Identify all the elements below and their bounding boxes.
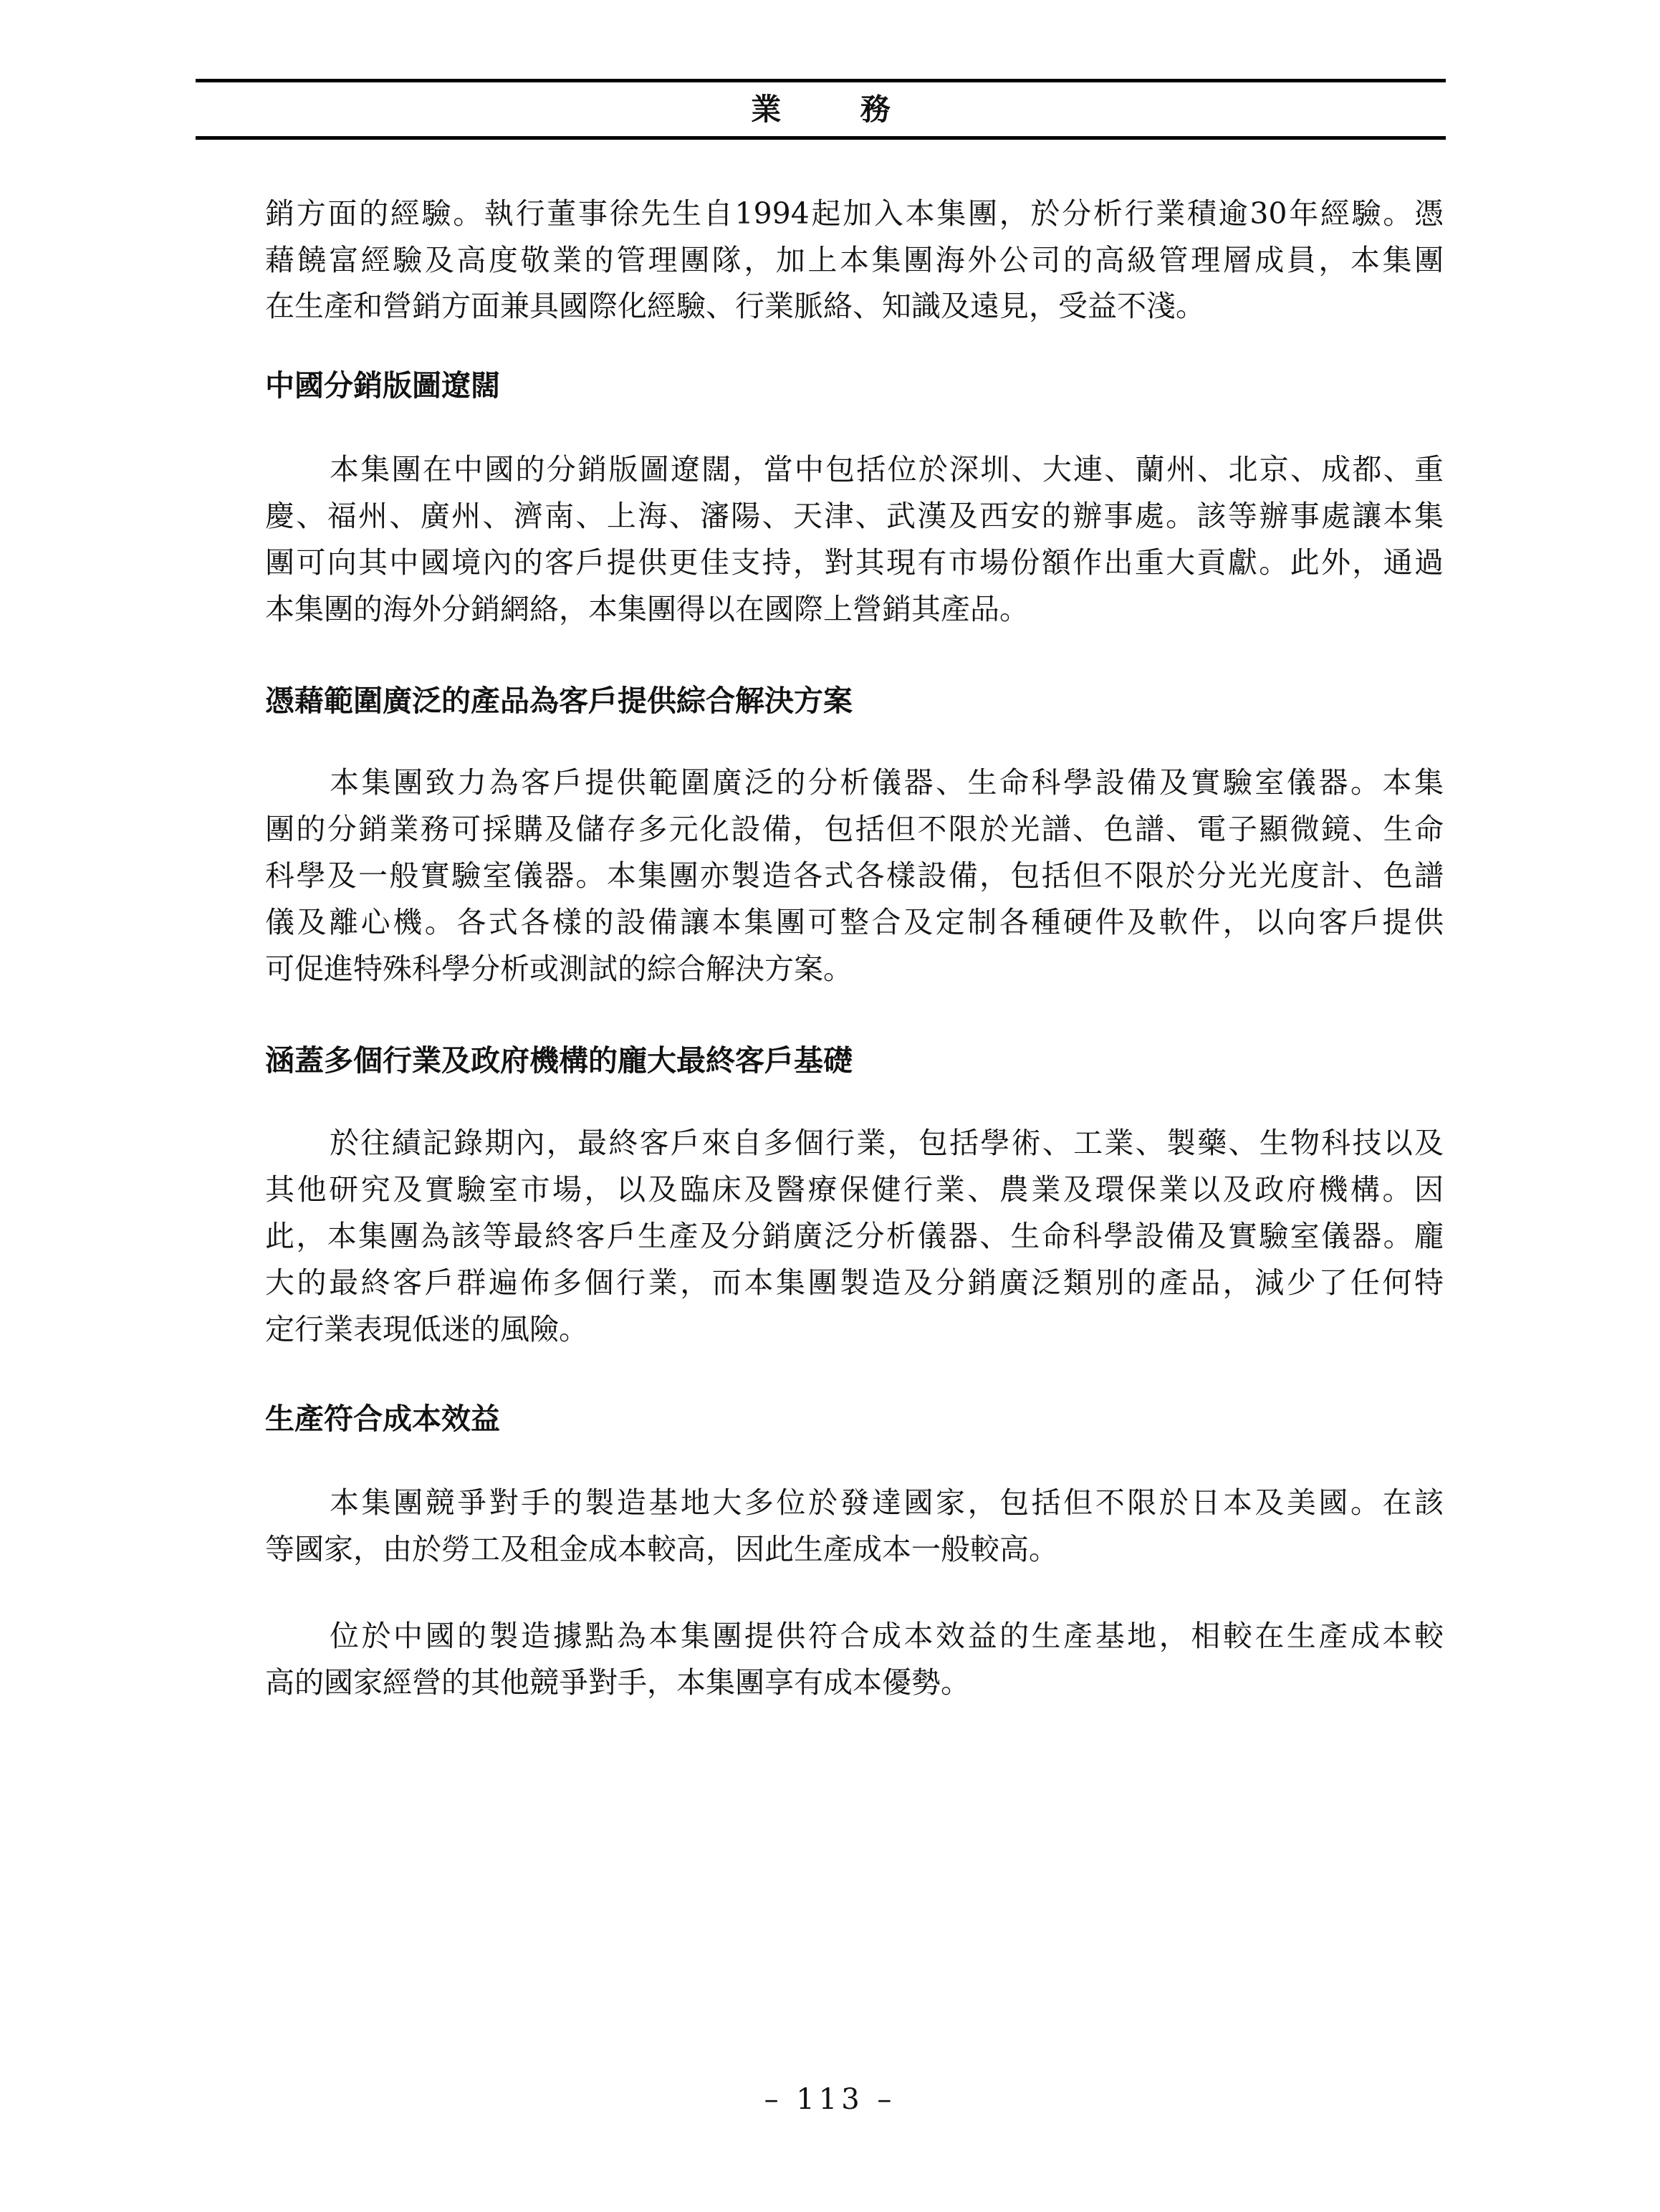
header-bottom-rule — [196, 136, 1446, 140]
body-line: 大的最終客戶群遍佈多個行業，而本集團製造及分銷廣泛類別的產品，減少了任何特 — [265, 1265, 1444, 1300]
body-line: 其他研究及實驗室市場，以及臨床及醫療保健行業、農業及環保業以及政府機構。因 — [265, 1172, 1444, 1207]
body-line: 本集團競爭對手的製造基地大多位於發達國家，包括但不限於日本及美國。在該 — [330, 1485, 1444, 1520]
section-heading: 生產符合成本效益 — [265, 1402, 500, 1436]
page-number: – 113 – — [764, 2083, 896, 2116]
body-line: 慶、福州、廣州、濟南、上海、瀋陽、天津、武漢及西安的辦事處。該等辦事處讓本集 — [265, 499, 1444, 533]
page-header-title: 業 務 — [751, 92, 925, 127]
body-line: 可促進特殊科學分析或測試的綜合解決方案。 — [265, 952, 853, 986]
body-line: 等國家，由於勞工及租金成本較高，因此生產成本一般較高。 — [265, 1532, 1058, 1566]
body-line: 本集團致力為客戶提供範圍廣泛的分析儀器、生命科學設備及實驗室儀器。本集 — [330, 765, 1444, 800]
body-line: 在生產和營銷方面兼具國際化經驗、行業脈絡、知識及遠見，受益不淺。 — [265, 289, 1205, 323]
section-heading: 涵蓋多個行業及政府機構的龐大最終客戶基礎 — [265, 1043, 853, 1078]
body-line: 位於中國的製造據點為本集團提供符合成本效益的生產基地，相較在生產成本較 — [330, 1619, 1444, 1653]
body-line: 本集團的海外分銷網絡，本集團得以在國際上營銷其產品。 — [265, 592, 1029, 626]
body-line: 本集團在中國的分銷版圖遼闊，當中包括位於深圳、大連、蘭州、北京、成都、重 — [330, 452, 1444, 487]
body-line: 高的國家經營的其他競爭對手，本集團享有成本優勢。 — [265, 1665, 970, 1700]
body-line: 藉饒富經驗及高度敬業的管理團隊，加上本集團海外公司的高級管理層成員，本集團 — [265, 243, 1444, 277]
body-line: 科學及一般實驗室儀器。本集團亦製造各式各樣設備，包括但不限於分光光度計、色譜 — [265, 858, 1444, 893]
section-heading: 中國分銷版圖遼闊 — [265, 368, 500, 403]
header-top-rule — [196, 79, 1446, 82]
body-line: 儀及離心機。各式各樣的設備讓本集團可整合及定制各種硬件及軟件，以向客戶提供 — [265, 905, 1444, 939]
body-line: 定行業表現低迷的風險。 — [265, 1312, 588, 1346]
body-line: 團的分銷業務可採購及儲存多元化設備，包括但不限於光譜、色譜、電子顯微鏡、生命 — [265, 812, 1444, 846]
body-line: 此，本集團為該等最終客戶生產及分銷廣泛分析儀器、生命科學設備及實驗室儀器。龐 — [265, 1219, 1444, 1253]
section-heading: 憑藉範圍廣泛的產品為客戶提供綜合解決方案 — [265, 684, 853, 718]
body-line: 團可向其中國境內的客戶提供更佳支持，對其現有市場份額作出重大貢獻。此外，通過 — [265, 545, 1444, 580]
body-line: 於往績記錄期內，最終客戶來自多個行業，包括學術、工業、製藥、生物科技以及 — [330, 1126, 1444, 1160]
body-line: 銷方面的經驗。執行董事徐先生自1994起加入本集團，於分析行業積逾30年經驗。憑 — [265, 196, 1444, 231]
